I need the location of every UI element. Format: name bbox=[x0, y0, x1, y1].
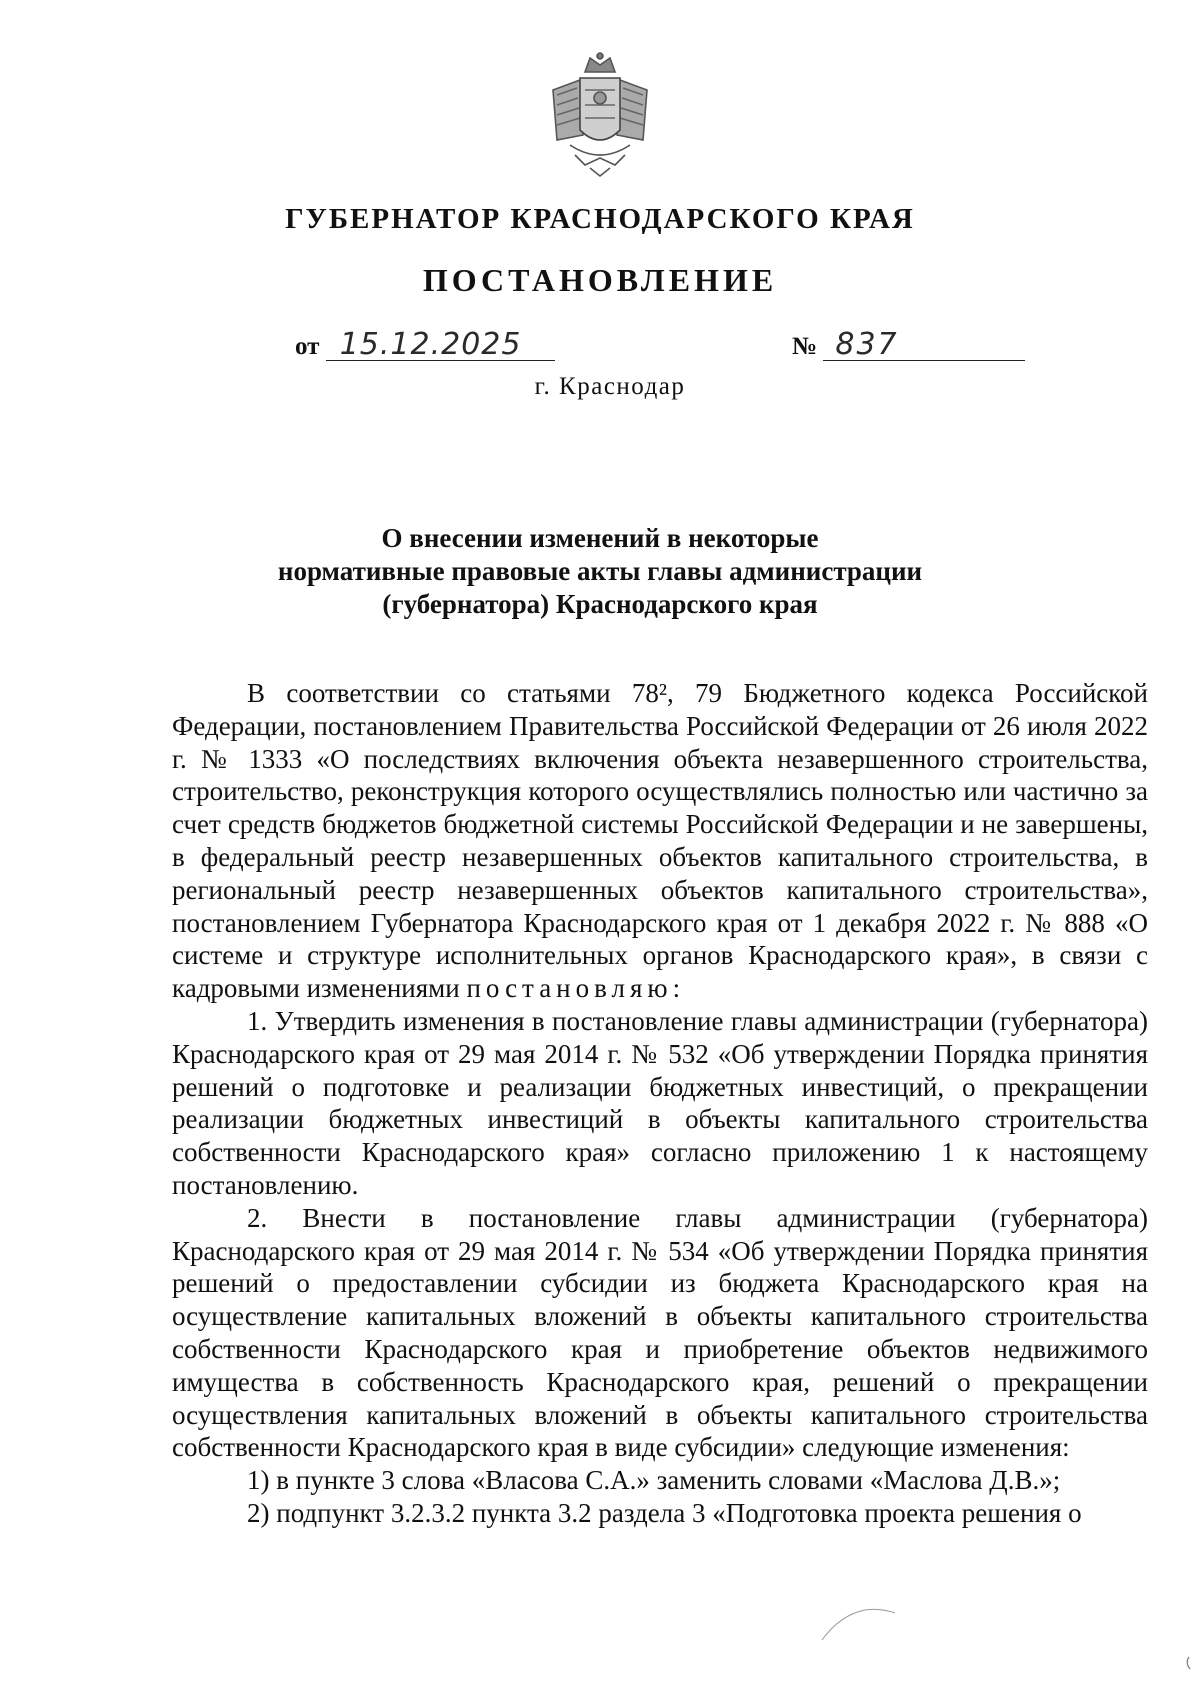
coat-of-arms-icon bbox=[545, 50, 655, 180]
paragraph-item-1: 1. Утвердить изменения в постановление главы администрации (губернатора) Краснодарского края от 29 мая 2014 г. № 532 «Об утверждении Порядка принятия решений о подготовке и реализации бюджетных инвестиций, о прекращении реализации бюджетных инвестиций в объекты капитального строительства собственности Краснодарского края» согласно приложению 1 к настоящему постановлению. bbox=[172, 1005, 1148, 1200]
authority-heading: ГУБЕРНАТОР КРАСНОДАРСКОГО КРАЯ bbox=[285, 203, 915, 235]
paragraph-subitem-2: 2) подпункт 3.2.3.2 пункта 3.2 раздела 3 «Подготовка проекта решения о bbox=[247, 1497, 1082, 1528]
handwritten-number: 837 bbox=[823, 330, 1025, 361]
city-label: г. Краснодар bbox=[534, 373, 686, 400]
handwritten-date: 15.12.2025 bbox=[326, 330, 555, 361]
date-prefix: от bbox=[295, 333, 320, 360]
signature-mark-icon bbox=[820, 1605, 900, 1645]
number-prefix: № bbox=[792, 333, 818, 360]
paragraph-item-2: 2. Внести в постановление главы администрации (губернатора) Краснодарского края от 29 мая 2014 г. № 534 «Об утверждении Порядка принятия решений о предоставлении субсидии из бюджета Краснодарского края на осуществление капитальных вложений в объекты капитального строительства собственности Краснодарского края и приобретение объектов недвижимого имущества в собственность Краснодарского края, решений о прекращении осуществления капитальных вложений в объекты капитального строительства собственности Краснодарского края в виде субсидии» следующие изменения: bbox=[172, 1202, 1148, 1463]
title-line: (губернатора) Краснодарского края bbox=[382, 589, 818, 619]
resolve-word: постановляю: bbox=[466, 973, 686, 1004]
document-type-heading: ПОСТАНОВЛЕНИЕ bbox=[422, 262, 778, 298]
document-title bbox=[0, 522, 1200, 621]
paragraph-preamble bbox=[172, 677, 1148, 1005]
number-line bbox=[792, 327, 1025, 362]
preamble-text: В соответствии со статьями 78², 79 Бюджетного кодекса Российской Федерации, постановлением Правительства Российской Федерации от 26 июля 2022 г. № 1333 «О последствиях включения объекта незавершенного строительства, строительство, реконструкция которого осуществлялись полностью или частично за счет средств бюджетов бюджетной системы Российской Федерации и не завершены, в федеральный реестр незавершенных объектов капитального строительства, в региональный реестр незавершенных объектов капитального строительства», постановлением Губернатора Краснодарского края от 1 декабря 2022 г. № 888 «О системе и структуре исполнительных органов Краснодарского края», в связи с кадровыми изменениями bbox=[172, 678, 1148, 1004]
corner-mark-icon bbox=[1183, 1655, 1193, 1671]
paragraph-subitem-1: 1) в пункте 3 слова «Власова С.А.» заменить словами «Маслова Д.В.»; bbox=[247, 1465, 1061, 1496]
document-body bbox=[172, 677, 1148, 1530]
title-line: О внесении изменений в некоторые bbox=[381, 523, 819, 553]
date-line bbox=[295, 327, 555, 362]
title-line: нормативные правовые акты главы администрации bbox=[277, 556, 923, 586]
